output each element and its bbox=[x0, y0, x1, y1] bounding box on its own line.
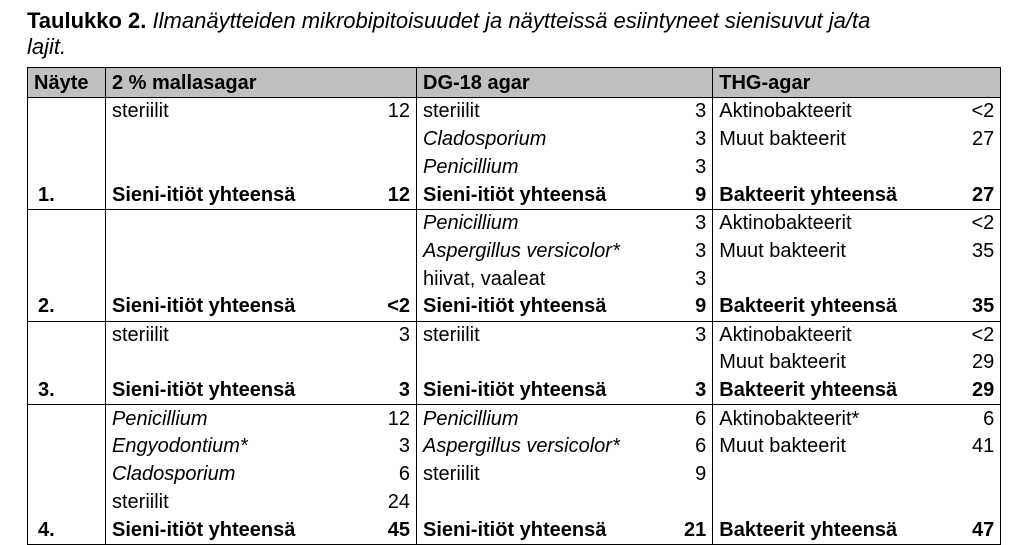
thg-value-cell bbox=[923, 265, 1001, 293]
thg-name-cell: Muut bakteerit bbox=[719, 239, 846, 262]
thg-name-cell: Aktinobakteerit* bbox=[719, 407, 860, 430]
thg-value-cell: 29 bbox=[923, 349, 1001, 377]
mallasagar-name-cell: steriilit bbox=[112, 491, 169, 514]
dg18-value-cell bbox=[626, 489, 713, 517]
dg18-value-cell: 3 bbox=[626, 209, 713, 237]
thg-name-cell: Bakteerit yhteensä bbox=[713, 377, 923, 405]
table-header-row bbox=[28, 68, 1001, 98]
dg18-name-cell bbox=[417, 489, 626, 517]
nayte-cell: 1. bbox=[28, 181, 106, 209]
thg-name-cell: Bakteerit yhteensä bbox=[713, 517, 923, 545]
table-caption-continued bbox=[27, 34, 1017, 60]
table-row bbox=[28, 237, 1001, 265]
nayte-cell bbox=[28, 461, 106, 489]
mallasagar-name-cell: Penicillium bbox=[112, 407, 208, 430]
table-row bbox=[28, 405, 1001, 433]
nayte-cell bbox=[28, 98, 106, 126]
mallasagar-value-cell: 12 bbox=[318, 98, 417, 126]
dg18-value-cell bbox=[626, 349, 713, 377]
dg18-value-cell: 6 bbox=[626, 405, 713, 433]
thg-value-cell: 29 bbox=[923, 377, 1001, 405]
mallasagar-value-cell: 3 bbox=[318, 433, 417, 461]
thg-name-cell: Muut bakteerit bbox=[719, 351, 846, 374]
thg-name-cell: Muut bakteerit bbox=[719, 435, 846, 458]
mallasagar-name-cell bbox=[106, 265, 318, 293]
header-dg18: DG-18 agar bbox=[417, 68, 713, 98]
header-thg: THG-agar bbox=[713, 68, 1001, 98]
table-caption bbox=[27, 8, 1017, 34]
dg18-name-cell: Penicillium bbox=[423, 155, 519, 178]
table-row bbox=[28, 125, 1001, 153]
dg18-value-cell: 3 bbox=[626, 265, 713, 293]
thg-name-cell bbox=[713, 489, 923, 517]
dg18-name-cell: steriilit bbox=[423, 100, 480, 123]
table-row bbox=[28, 153, 1001, 181]
mallasagar-value-cell bbox=[318, 265, 417, 293]
mallasagar-value-cell: <2 bbox=[318, 293, 417, 321]
dg18-name-cell: Cladosporium bbox=[423, 127, 547, 150]
mallasagar-name-cell bbox=[106, 153, 318, 181]
thg-value-cell: 47 bbox=[923, 517, 1001, 545]
dg18-name-cell: Sieni-itiöt yhteensä bbox=[417, 517, 626, 545]
header-mallasagar: 2 % mallasagar bbox=[106, 68, 417, 98]
nayte-cell bbox=[28, 349, 106, 377]
dg18-name-cell: Aspergillus versicolor* bbox=[423, 435, 620, 458]
mallasagar-name-cell: Sieni-itiöt yhteensä bbox=[106, 517, 318, 545]
thg-name-cell bbox=[713, 265, 923, 293]
thg-name-cell: Aktinobakteerit bbox=[719, 211, 852, 234]
table-row-total bbox=[28, 517, 1001, 545]
thg-name-cell: Muut bakteerit bbox=[719, 127, 846, 150]
dg18-value-cell: 3 bbox=[626, 237, 713, 265]
thg-value-cell: 35 bbox=[923, 293, 1001, 321]
thg-value-cell: <2 bbox=[923, 209, 1001, 237]
thg-name-cell: Aktinobakteerit bbox=[719, 323, 852, 346]
dg18-name-cell: steriilit bbox=[423, 323, 480, 346]
dg18-value-cell: 9 bbox=[626, 461, 713, 489]
mallasagar-value-cell: 3 bbox=[318, 377, 417, 405]
table-row bbox=[28, 209, 1001, 237]
dg18-name-cell: Sieni-itiöt yhteensä bbox=[417, 377, 626, 405]
caption-label: Taulukko 2. bbox=[27, 8, 147, 33]
mallasagar-name-cell bbox=[106, 237, 318, 265]
mallasagar-name-cell: steriilit bbox=[112, 100, 169, 123]
thg-name-cell bbox=[713, 461, 923, 489]
table-row-total bbox=[28, 181, 1001, 209]
table-row bbox=[28, 461, 1001, 489]
dg18-name-cell: Aspergillus versicolor* bbox=[423, 239, 620, 262]
thg-value-cell: <2 bbox=[923, 321, 1001, 349]
mallasagar-value-cell: 45 bbox=[318, 517, 417, 545]
mallasagar-name-cell: steriilit bbox=[112, 323, 169, 346]
table-row-total bbox=[28, 377, 1001, 405]
dg18-value-cell: 3 bbox=[626, 153, 713, 181]
caption-text-line2: lajit. bbox=[27, 34, 67, 59]
dg18-name-cell: hiivat, vaaleat bbox=[423, 267, 546, 290]
mallasagar-name-cell: Engyodontium* bbox=[112, 435, 248, 458]
dg18-name-cell: steriilit bbox=[423, 463, 480, 486]
mallasagar-name-cell bbox=[106, 349, 318, 377]
nayte-cell: 2. bbox=[28, 293, 106, 321]
dg18-name-cell: Sieni-itiöt yhteensä bbox=[417, 181, 626, 209]
thg-name-cell bbox=[713, 153, 923, 181]
mallasagar-value-cell bbox=[318, 125, 417, 153]
results-table bbox=[27, 67, 1001, 545]
thg-value-cell: 27 bbox=[923, 181, 1001, 209]
thg-value-cell bbox=[923, 489, 1001, 517]
mallasagar-value-cell: 12 bbox=[318, 181, 417, 209]
thg-value-cell bbox=[923, 153, 1001, 181]
mallasagar-name-cell bbox=[106, 125, 318, 153]
mallasagar-value-cell bbox=[318, 209, 417, 237]
dg18-value-cell: 3 bbox=[626, 377, 713, 405]
table-row bbox=[28, 489, 1001, 517]
dg18-value-cell: 3 bbox=[626, 98, 713, 126]
mallasagar-value-cell: 3 bbox=[318, 321, 417, 349]
dg18-value-cell: 9 bbox=[626, 293, 713, 321]
thg-value-cell: 6 bbox=[923, 405, 1001, 433]
nayte-cell bbox=[28, 265, 106, 293]
thg-value-cell: <2 bbox=[923, 98, 1001, 126]
table-row-total bbox=[28, 293, 1001, 321]
nayte-cell bbox=[28, 153, 106, 181]
dg18-name-cell: Penicillium bbox=[423, 211, 519, 234]
dg18-value-cell: 3 bbox=[626, 321, 713, 349]
mallasagar-value-cell: 12 bbox=[318, 405, 417, 433]
nayte-cell: 3. bbox=[28, 377, 106, 405]
mallasagar-name-cell: Cladosporium bbox=[112, 463, 236, 486]
mallasagar-name-cell: Sieni-itiöt yhteensä bbox=[106, 181, 318, 209]
caption-text: Ilmanäytteiden mikrobipitoisuudet ja näytteissä esiintyneet sienisuvut ja/ta bbox=[152, 8, 871, 33]
table-row bbox=[28, 349, 1001, 377]
thg-name-cell: Bakteerit yhteensä bbox=[713, 293, 923, 321]
nayte-cell bbox=[28, 489, 106, 517]
dg18-value-cell: 6 bbox=[626, 433, 713, 461]
mallasagar-value-cell bbox=[318, 349, 417, 377]
thg-name-cell: Aktinobakteerit bbox=[719, 100, 852, 123]
nayte-cell: 4. bbox=[28, 517, 106, 545]
thg-value-cell bbox=[923, 461, 1001, 489]
dg18-value-cell: 9 bbox=[626, 181, 713, 209]
nayte-cell bbox=[28, 125, 106, 153]
thg-name-cell: Bakteerit yhteensä bbox=[713, 181, 923, 209]
mallasagar-value-cell bbox=[318, 153, 417, 181]
table-body bbox=[28, 98, 1001, 545]
thg-value-cell: 35 bbox=[923, 237, 1001, 265]
table-row bbox=[28, 433, 1001, 461]
mallasagar-value-cell: 24 bbox=[318, 489, 417, 517]
mallasagar-value-cell bbox=[318, 237, 417, 265]
nayte-cell bbox=[28, 405, 106, 433]
nayte-cell bbox=[28, 321, 106, 349]
table-row bbox=[28, 265, 1001, 293]
nayte-cell bbox=[28, 209, 106, 237]
dg18-name-cell: Sieni-itiöt yhteensä bbox=[417, 293, 626, 321]
nayte-cell bbox=[28, 237, 106, 265]
dg18-name-cell bbox=[417, 349, 626, 377]
header-nayte: Näyte bbox=[28, 68, 106, 98]
dg18-value-cell: 3 bbox=[626, 125, 713, 153]
mallasagar-name-cell bbox=[106, 209, 318, 237]
nayte-cell bbox=[28, 433, 106, 461]
dg18-value-cell: 21 bbox=[626, 517, 713, 545]
mallasagar-name-cell: Sieni-itiöt yhteensä bbox=[106, 293, 318, 321]
mallasagar-value-cell: 6 bbox=[318, 461, 417, 489]
thg-value-cell: 41 bbox=[923, 433, 1001, 461]
table-row bbox=[28, 321, 1001, 349]
thg-value-cell: 27 bbox=[923, 125, 1001, 153]
table-row bbox=[28, 98, 1001, 126]
mallasagar-name-cell: Sieni-itiöt yhteensä bbox=[106, 377, 318, 405]
dg18-name-cell: Penicillium bbox=[423, 407, 519, 430]
